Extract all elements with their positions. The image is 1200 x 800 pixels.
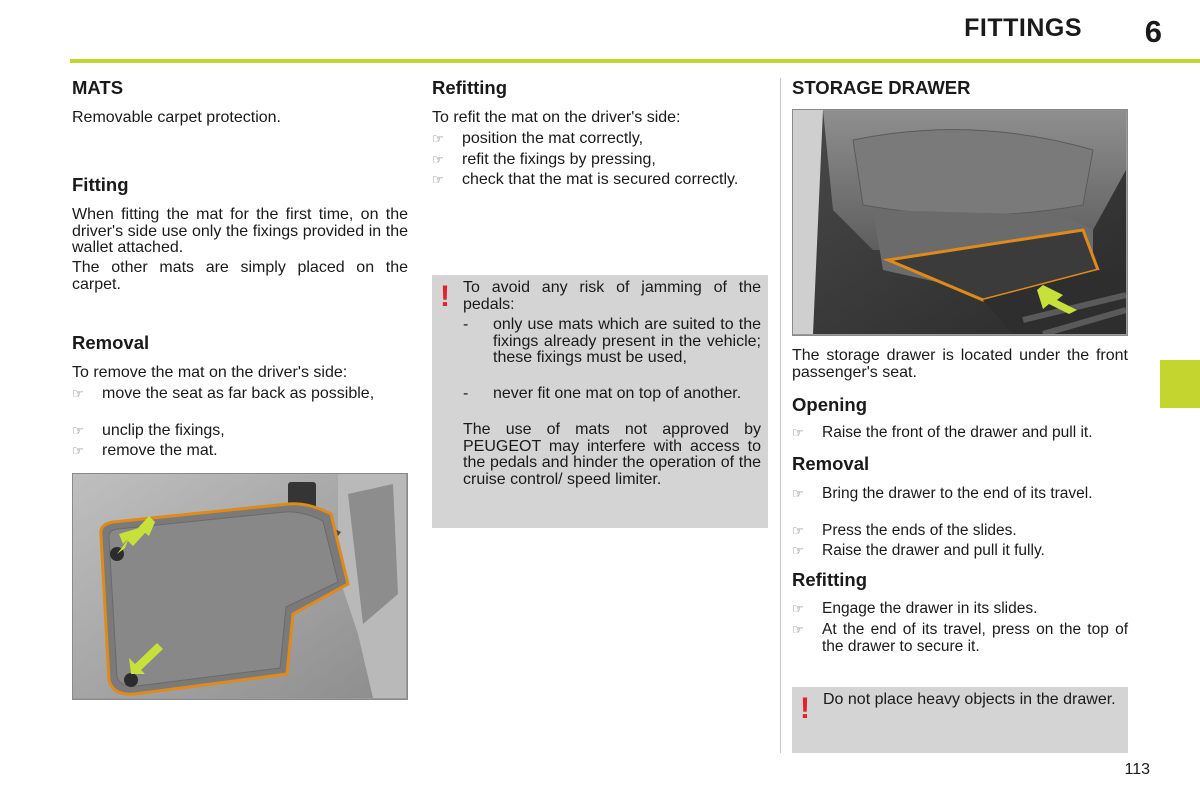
exclamation-icon: ! — [800, 692, 810, 725]
drawer-refitting-step-1: Engage the drawer in its slides. — [822, 600, 1038, 617]
pointing-hand-icon: ☞ — [792, 486, 804, 501]
warning-outro: The use of mats not approved by PEUGEOT may interfere with access to the pedals and hinder the operation of the cruise control/ speed limiter. — [463, 421, 761, 488]
list-item — [792, 523, 1128, 540]
drawer-warning-box — [792, 687, 1128, 753]
mats-intro: Removable carpet protection. — [72, 109, 281, 126]
list-item — [72, 423, 408, 440]
refitting-step-3: check that the mat is secured correctly. — [462, 171, 739, 188]
removal-step-1: move the seat as far back as possible, — [102, 385, 375, 402]
warning-item-1: only use mats which are suited to the fixings already present in the vehicle; these fixings must be used, — [493, 316, 761, 366]
mats-heading: MATS — [72, 77, 124, 98]
page-number: 113 — [1124, 761, 1150, 778]
list-item — [72, 443, 408, 460]
storage-drawer-heading: STORAGE DRAWER — [792, 77, 971, 98]
list-item — [792, 622, 1128, 655]
drawer-refitting-step-2: At the end of its travel, press on the top of the drawer to secure it. — [822, 621, 1128, 655]
floor-mat-illustration — [72, 473, 408, 700]
pointing-hand-icon: ☞ — [72, 386, 84, 401]
list-item — [792, 601, 1128, 618]
removal-step-2: unclip the fixings, — [102, 422, 225, 439]
column-divider — [780, 78, 781, 753]
storage-drawer-illustration — [792, 109, 1128, 336]
mats-warning-box — [432, 275, 768, 528]
refitting-step-1: position the mat correctly, — [462, 130, 644, 147]
page-section-title: FITTINGS — [964, 14, 1082, 42]
drawer-removal-step-2: Press the ends of the slides. — [822, 522, 1017, 539]
pointing-hand-icon: ☞ — [792, 523, 804, 538]
pointing-hand-icon: ☞ — [432, 152, 444, 167]
list-item — [792, 543, 1128, 560]
removal-intro: To remove the mat on the driver's side: — [72, 364, 348, 381]
chapter-number: 6 — [1144, 14, 1162, 49]
opening-step-1: Raise the front of the drawer and pull it. — [822, 424, 1093, 441]
warning-item — [463, 385, 761, 403]
drawer-caption: The storage drawer is located under the front passenger's seat. — [792, 347, 1128, 381]
mats-column — [72, 0, 408, 800]
pointing-hand-icon: ☞ — [792, 622, 804, 637]
pointing-hand-icon: ☞ — [72, 423, 84, 438]
warning-item — [463, 316, 761, 367]
dash-marker: - — [463, 385, 469, 402]
refitting-column — [432, 0, 768, 800]
pointing-hand-icon: ☞ — [432, 172, 444, 187]
drawer-removal-heading: Removal — [792, 453, 870, 474]
drawer-removal-step-3: Raise the drawer and pull it fully. — [822, 542, 1045, 559]
exclamation-icon: ! — [440, 280, 450, 313]
pointing-hand-icon: ☞ — [792, 425, 804, 440]
warning-intro: To avoid any risk of jamming of the pedals: — [463, 279, 761, 313]
drawer-warning-text: Do not place heavy objects in the drawer. — [823, 691, 1116, 708]
pointing-hand-icon: ☞ — [792, 543, 804, 558]
refitting-intro: To refit the mat on the driver's side: — [432, 109, 681, 126]
storage-drawer-column — [792, 0, 1128, 800]
removal-step-3: remove the mat. — [102, 442, 218, 459]
refitting-step-2: refit the fixings by pressing, — [462, 151, 656, 168]
chapter-side-tab — [1160, 360, 1200, 408]
list-item — [792, 486, 1128, 503]
pointing-hand-icon: ☞ — [432, 131, 444, 146]
refitting-heading: Refitting — [432, 77, 508, 98]
fitting-paragraph-2: The other mats are simply placed on the carpet. — [72, 259, 408, 293]
drawer-refitting-heading: Refitting — [792, 569, 868, 590]
list-item — [792, 425, 1128, 442]
opening-heading: Opening — [792, 394, 868, 415]
fitting-paragraph-1: When fitting the mat for the first time, on the driver's side use only the fixings provided in the wallet attached. — [72, 206, 408, 256]
list-item — [432, 152, 768, 169]
pointing-hand-icon: ☞ — [792, 601, 804, 616]
list-item — [432, 172, 768, 189]
drawer-removal-step-1: Bring the drawer to the end of its travel. — [822, 485, 1093, 502]
fitting-heading: Fitting — [72, 174, 129, 195]
warning-item-2: never fit one mat on top of another. — [493, 385, 742, 402]
removal-heading: Removal — [72, 332, 150, 353]
list-item — [72, 386, 408, 403]
pointing-hand-icon: ☞ — [72, 443, 84, 458]
list-item — [432, 131, 768, 148]
dash-marker: - — [463, 316, 469, 333]
